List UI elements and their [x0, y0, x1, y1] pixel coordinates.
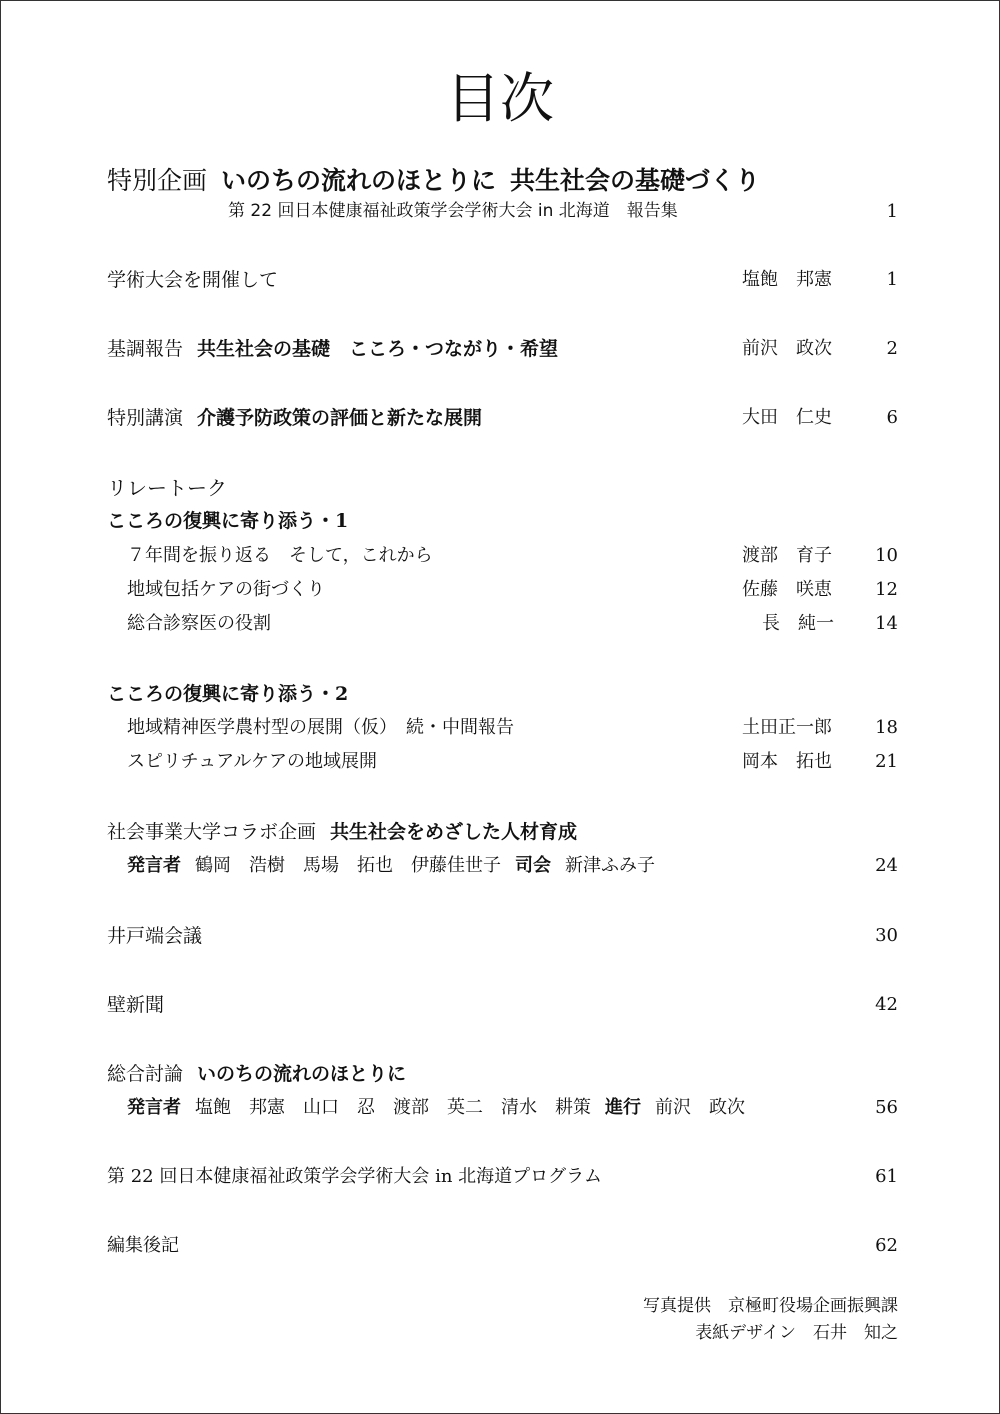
opening-page: 1 [886, 269, 898, 290]
wall-page: 42 [875, 994, 898, 1015]
list-item-author: 長 純一 [762, 613, 834, 634]
list-item-page: 14 [875, 613, 898, 634]
collab-page: 24 [875, 855, 898, 876]
speakers-label: 発言者 [127, 855, 181, 876]
discussion-label: 総合討論 [107, 1063, 184, 1085]
speakers-names: 鶴岡 浩樹 馬場 拓也 伊藤佳世子 [195, 855, 501, 876]
special-page: 1 [886, 201, 898, 222]
idobata-page: 30 [875, 925, 898, 946]
list-item-title: 総合診察医の役割 [127, 613, 271, 634]
collab-speakers-line [127, 857, 655, 875]
discussion-page: 56 [875, 1097, 898, 1118]
collab-title: 共生社会をめざした人材育成 [330, 821, 578, 843]
lecture-title: 介護予防政策の評価と新たな展開 [197, 407, 483, 429]
idobata-title: 井戸端会議 [107, 925, 203, 947]
program-page: 61 [875, 1166, 898, 1187]
list-item-title: 地域精神医学農村型の展開（仮） 続・中間報告 [127, 717, 514, 738]
discussion-entry [107, 1065, 406, 1084]
program-title: 第 22 回日本健康福祉政策学会学術大会 in 北海道プログラム [107, 1166, 602, 1187]
list-item-page: 10 [875, 545, 898, 566]
chair-label: 進行 [605, 1097, 641, 1118]
cover-design-credit: 表紙デザイン 石井 知之 [695, 1323, 898, 1343]
collab-label: 社会事業大学コラボ企画 [107, 821, 317, 843]
relay-part1-heading: こころの復興に寄り添う・1 [107, 510, 349, 532]
afterword-title: 編集後記 [107, 1235, 179, 1256]
discussion-speakers-line [127, 1099, 745, 1117]
special-subline: 第 22 回日本健康福祉政策学会学術大会 in 北海道 報告集 [228, 201, 678, 221]
afterword-page: 62 [875, 1235, 898, 1256]
keynote-page: 2 [886, 338, 898, 359]
wall-title: 壁新聞 [107, 994, 165, 1016]
keynote-label: 基調報告 [107, 338, 184, 360]
special-feature-heading [107, 168, 760, 193]
list-item-author: 岡本 拓也 [742, 751, 832, 772]
relay-label: リレートーク [107, 476, 227, 500]
list-item-author: 土田正一郎 [742, 717, 832, 738]
chair-name: 前沢 政次 [655, 1097, 745, 1118]
keynote-entry [107, 340, 558, 359]
lecture-entry [107, 409, 482, 428]
keynote-author: 前沢 政次 [742, 338, 832, 359]
list-item-author: 佐藤 咲恵 [742, 579, 832, 600]
list-item-title: 地域包括ケアの街づくり [127, 579, 325, 600]
discussion-title: いのちの流れのほとりに [197, 1063, 407, 1085]
lecture-author: 大田 仁史 [742, 407, 832, 428]
relay-part2-heading: こころの復興に寄り添う・2 [107, 683, 349, 705]
photo-credit: 写真提供 京極町役場企画振興課 [643, 1296, 898, 1316]
collab-entry [107, 823, 577, 842]
special-label: 特別企画 [107, 166, 208, 195]
list-item-page: 21 [875, 751, 898, 772]
chair-name: 新津ふみ子 [565, 855, 655, 876]
list-item-title: ７年間を振り返る そして，これから [127, 545, 433, 566]
list-item-title: スピリチュアルケアの地域展開 [127, 751, 378, 772]
opening-author: 塩飽 邦憲 [742, 269, 832, 290]
special-main-title: いのちの流れのほとりに [221, 166, 497, 195]
lecture-page: 6 [886, 407, 898, 428]
special-subtitle: 共生社会の基礎づくり [510, 166, 761, 195]
page-title: 目次 [446, 67, 554, 130]
lecture-label: 特別講演 [107, 407, 184, 429]
list-item-page: 18 [875, 717, 898, 738]
chair-label: 司会 [515, 855, 551, 876]
speakers-label: 発言者 [127, 1097, 181, 1118]
keynote-title: 共生社会の基礎 こころ・つながり・希望 [197, 338, 559, 360]
opening-title: 学術大会を開催して [107, 269, 279, 291]
list-item-page: 12 [875, 579, 898, 600]
list-item-author: 渡部 育子 [742, 545, 832, 566]
speakers-names: 塩飽 邦憲 山口 忍 渡部 英二 清水 耕策 [195, 1097, 591, 1118]
